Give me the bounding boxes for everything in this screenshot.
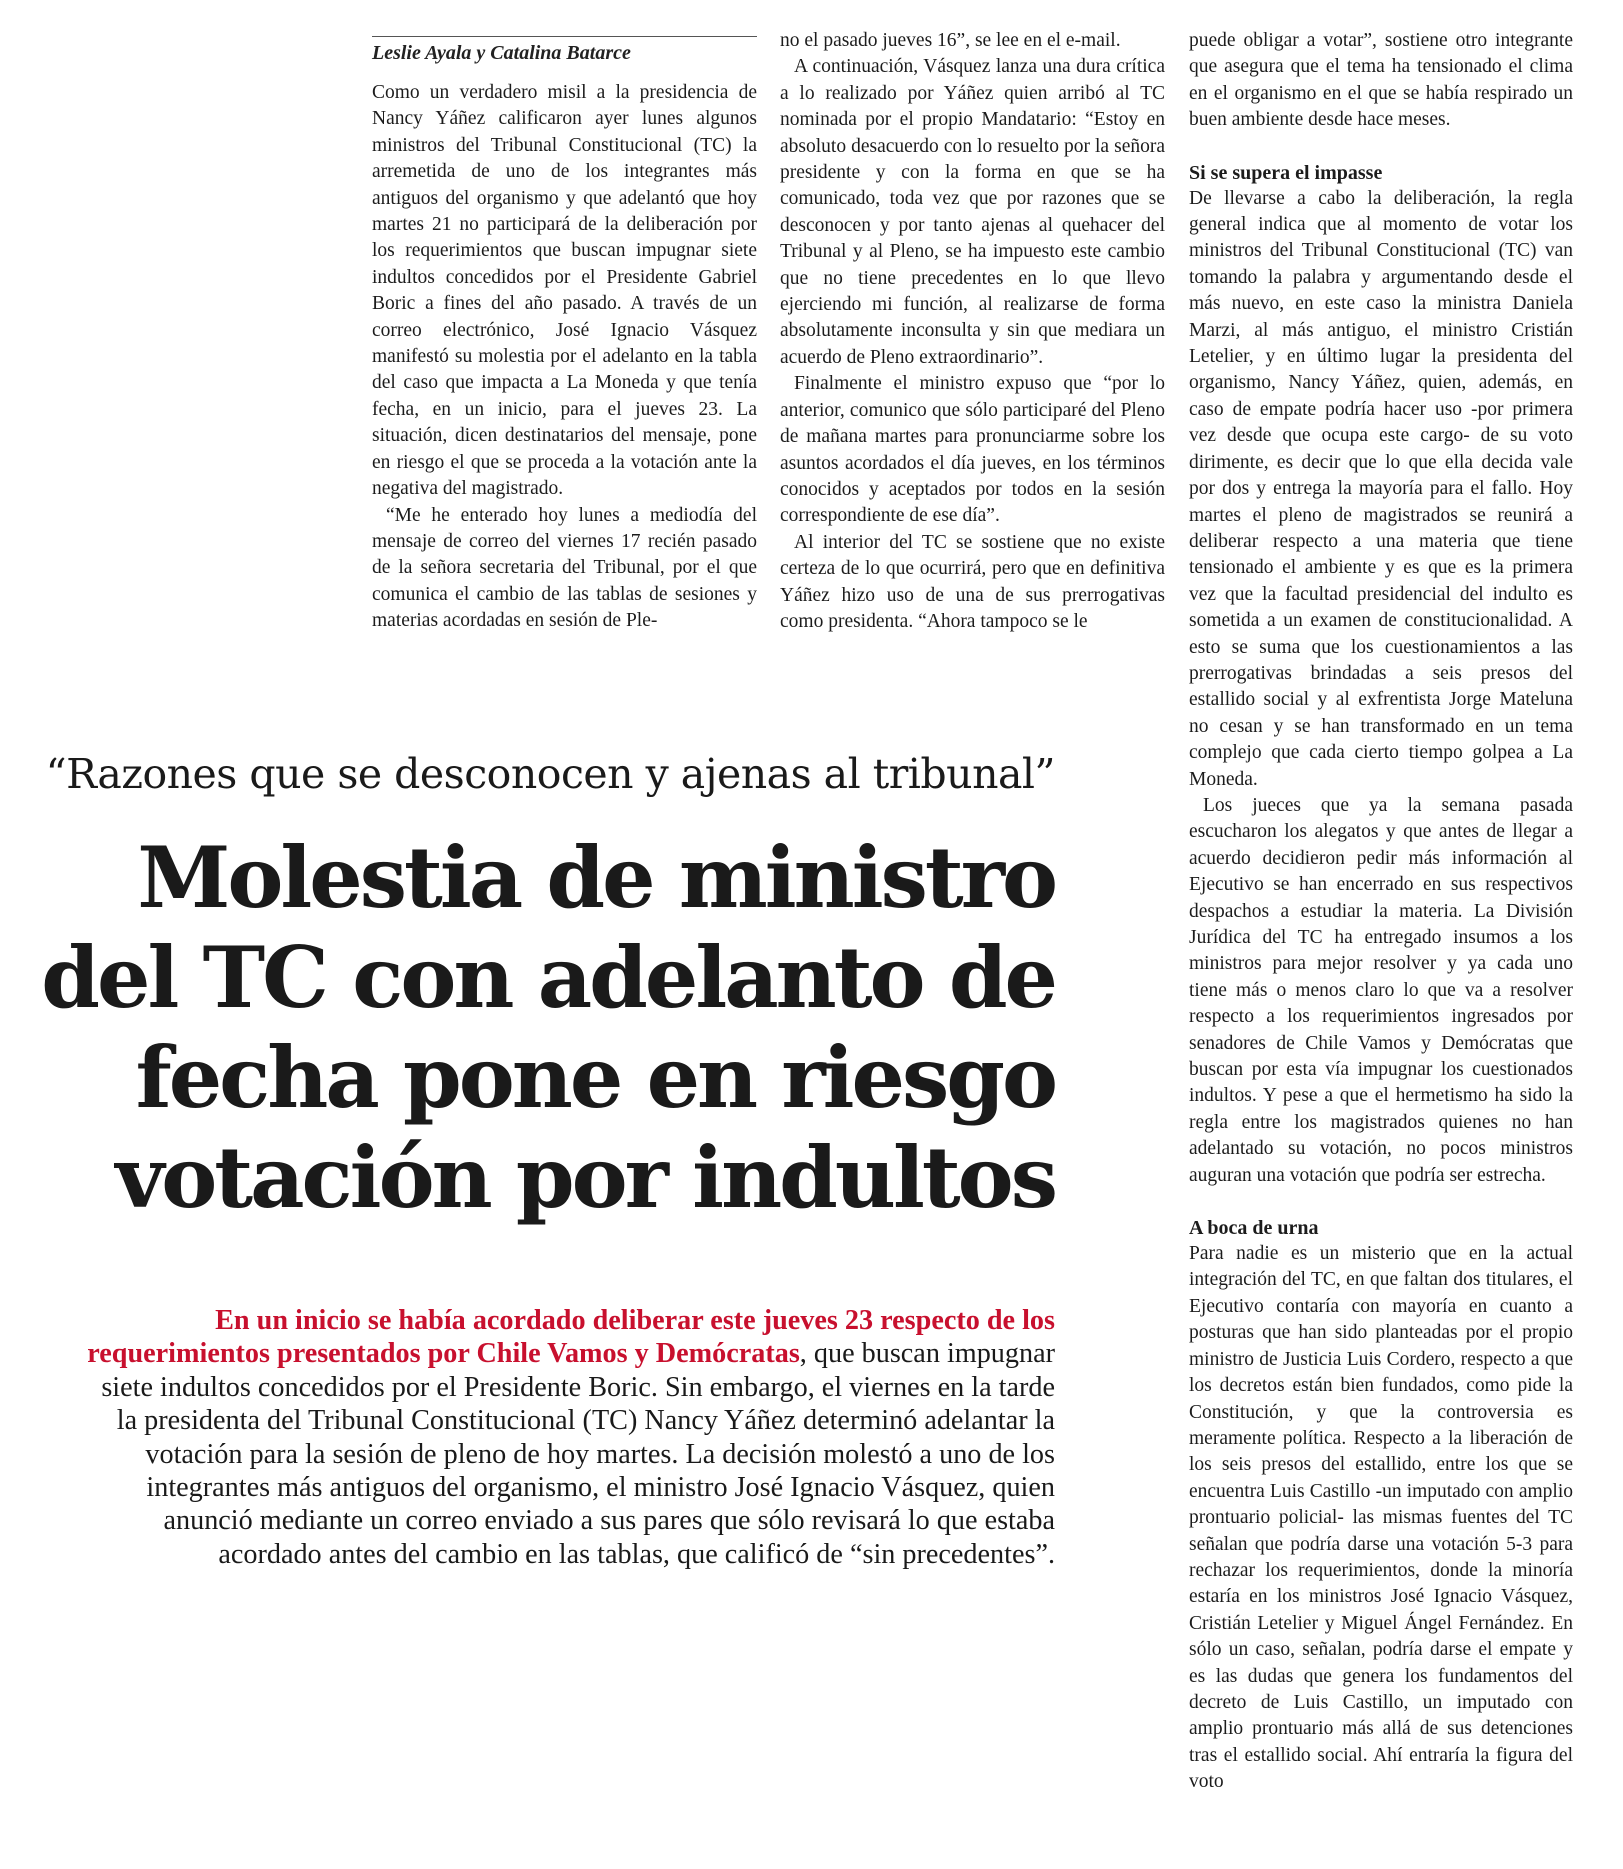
byline-rule: [372, 36, 757, 37]
headline-kicker: “Razones que se desconocen y ajenas al tribunal”: [45, 750, 1055, 798]
body-paragraph: De llevarse a cabo la deliberación, la regla general indica que al momento de votar los ministros del Tribunal Constitucional (TC) van tomando la palabra y argumentando desde el más nuevo, en este caso la ministra Daniela Marzi, al más antiguo, el ministro Cristián Letelier, y en último lugar la presidenta del organismo, Nancy Yáñez, quien, además, en caso de empate podría hacer uso -por primera vez desde que ocupa este cargo- de su voto dirimente, es decir que lo que ella decida vale por dos y entrega la mayoría para el fallo. Hoy martes el pleno de magistrados se reunirá a deliberar respecto a una materia que tiene tensionado el ambiente y es que es la primera vez que la facultad presidencial del indulto es sometida a un examen de constitucionalidad. A esto se suma que los cuestionamientos a las prerrogativas brindadas a seis presos del estallido social y al exfrentista Jorge Mateluna no cesan y se han transformado en un tema complejo que cada cierto tiempo golpea a La Moneda.: [1189, 187, 1573, 790]
article-column-left: [372, 80, 757, 635]
body-paragraph: Como un verdadero misil a la presidencia de Nancy Yáñez calificaron ayer lunes algunos ministros del Tribunal Constitucional (TC) la arremetida de uno de los integrantes más antiguos del organismo y que adelantó que hoy martes 21 no participará de la deliberación por los requerimientos que buscan impugnar siete indultos concedidos por el Presidente Gabriel Boric a fines del año pasado. A través de un correo electrónico, José Ignacio Vásquez manifestó su molestia por el adelanto en la tabla del caso que impacta a La Moneda y que tenía fecha, en un inicio, para el jueves 23. La situación, dicen destinatarios del mensaje, pone en riesgo el que se proceda a la votación ante la negativa del magistrado.: [372, 82, 757, 500]
section-subhead: Si se supera el impasse: [1189, 161, 1383, 184]
body-paragraph: A continuación, Vásquez lanza una dura crítica a lo realizado por Yáñez quien arribó al TC nominada por el propio Mandatario: “Estoy en absoluto desacuerdo con lo resuelto por la señora presidente y con la forma en que se ha comunicado, toda vez que por razones que se desconocen y por tanto ajenas al quehacer del Tribunal y al Pleno, se ha impuesto este cambio que no tiene precedentes en lo que llevo ejerciendo mi función, al realizarse de forma absolutamente inconsulta y sin que mediara un acuerdo de Pleno extraordinario”.: [780, 56, 1165, 368]
lead-text: , que buscan impugnar siete indultos concedidos por el Presidente Boric. Sin embargo, el viernes en la tarde la presidenta del Tribunal Constitucional (TC) Nancy Yáñez determinó adelantar la votación para la sesión de pleno de hoy martes. La decisión molestó a uno de los integrantes más antiguos del organismo, el ministro José Ignacio Vásquez, quien anunció mediante un correo enviado a sus pares que sólo revisará lo que estaba acordado antes del cambio en las tablas, que calificó de “sin precedentes”.: [101, 1338, 1055, 1570]
section-subhead: A boca de urna: [1189, 1217, 1319, 1240]
body-paragraph: puede obligar a votar”, sostiene otro integrante que asegura que el tema ha tensionado el clima en el organismo en el que se había respirado un buen ambiente desde hace meses.: [1189, 30, 1573, 131]
headline-line: fecha pone en riesgo: [135, 1028, 1055, 1127]
lead-highlight: En un inicio se había acordado deliberar este jueves 23 respecto de los requerimientos presentados por Chile Vamos y Demócratas: [87, 1305, 1055, 1370]
body-paragraph: Finalmente el ministro expuso que “por lo anterior, comunico que sólo participaré del Pleno de mañana martes para pronunciarme sobre los asuntos acordados el día jueves, en los términos conocidos y aceptados por todos en la sesión correspondiente de ese día”.: [780, 373, 1165, 527]
headline-line: Molestia de ministro: [137, 828, 1055, 927]
lead-paragraph: [80, 1304, 1055, 1571]
body-paragraph: Al interior del TC se sostiene que no existe certeza de lo que ocurrirá, pero que en definitiva Yáñez hizo uso de una de sus prerrogativas como presidenta. “Ahora tampoco se le: [780, 531, 1165, 632]
article-column-middle: [780, 28, 1165, 635]
body-paragraph: no el pasado jueves 16”, se lee en el e-mail.: [780, 30, 1121, 51]
body-paragraph: “Me he enterado hoy lunes a mediodía del mensaje de correo del viernes 17 recién pasado de la señora secretaria del Tribunal, por el que comunica el cambio de las tablas de sesiones y materias acordadas en sesión de Ple-: [372, 504, 757, 632]
byline: Leslie Ayala y Catalina Batarce: [372, 42, 631, 64]
headline-line: votación por indultos: [115, 1128, 1055, 1227]
body-paragraph: Para nadie es un misterio que en la actual integración del TC, en que faltan dos titulares, el Ejecutivo contaría con mayoría en cuanto a posturas que han sido planteadas por el propio ministro de Justicia Luis Cordero, respecto a que los decretos están bien fundados, como pide la Constitución, y que la controversia es meramente política. Respecto a la liberación de los seis presos del estallido, entre los que se encuentra Luis Castillo -un imputado con amplio prontuario policial- las mismas fuentes del TC señalan que podría darse una votación 5-3 para rechazar los requerimientos, donde la minoría estaría en los ministros José Ignacio Vásquez, Cristián Letelier y Miguel Ángel Fernández. En sólo un caso, señalan, podría darse el empate y es las dudas que genera los fundamentos del decreto de Luis Castillo, un imputado con amplio prontuario más allá de sus detenciones tras el estallido social. Ahí entraría la figura del voto: [1189, 1243, 1573, 1793]
headline: [30, 828, 1055, 1228]
body-paragraph: Los jueces que ya la semana pasada escucharon los alegatos y que antes de llegar a acuerdo decidieron pedir más información al Ejecutivo se han encerrado en sus respectivos despachos a estudiar la materia. La División Jurídica del TC ha entregado insumos a los ministros para mejor resolver y ya cada uno tiene más o menos claro lo que va a resolver respecto a los requerimientos ingresados por senadores de Chile Vamos y Demócratas que buscan por esta vía impugnar los cuestionados indultos. Y pese a que el hermetismo ha sido la regla entre los magistrados quienes no han adelantado su votación, no pocos ministros auguran una votación que podría ser estrecha.: [1189, 794, 1573, 1186]
headline-line: del TC con adelanto de: [41, 928, 1055, 1027]
article-column-right: [1189, 28, 1573, 1796]
